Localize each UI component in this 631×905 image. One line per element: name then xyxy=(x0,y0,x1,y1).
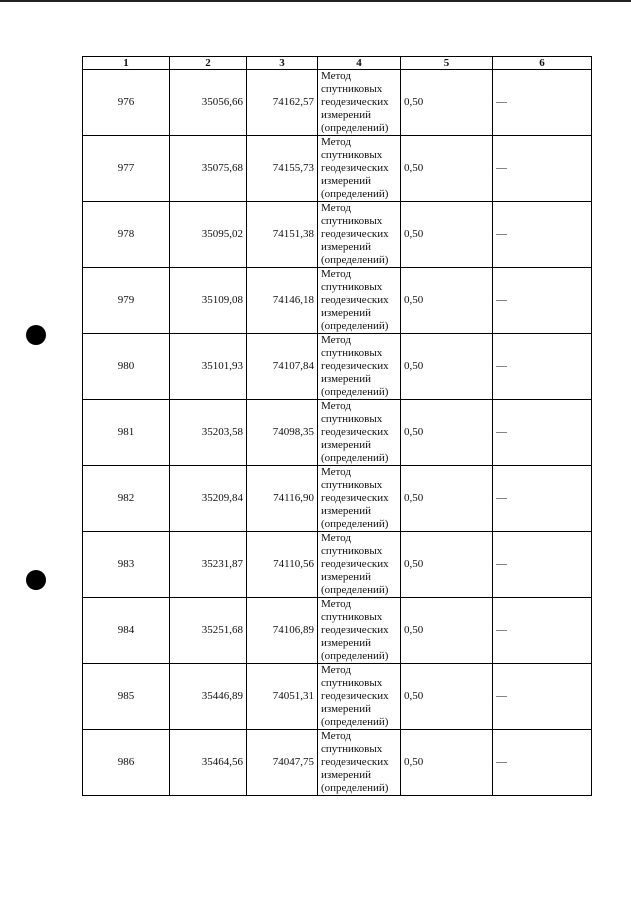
table-row xyxy=(83,598,592,664)
accuracy-cell: 0,50 xyxy=(401,466,493,532)
table-row xyxy=(83,136,592,202)
header-row xyxy=(83,57,592,70)
x-coordinate-cell: 35056,66 xyxy=(170,70,247,136)
method-cell: Метод спутниковых геодезических измерений (определений) xyxy=(318,70,401,136)
description-cell: — xyxy=(493,598,592,664)
method-cell: Метод спутниковых геодезических измерений (определений) xyxy=(318,334,401,400)
description-cell: — xyxy=(493,268,592,334)
y-coordinate-cell: 74146,18 xyxy=(247,268,318,334)
x-coordinate-cell: 35095,02 xyxy=(170,202,247,268)
column-header-4: 4 xyxy=(318,57,401,70)
y-coordinate-cell: 74106,89 xyxy=(247,598,318,664)
y-coordinate-cell: 74110,56 xyxy=(247,532,318,598)
x-coordinate-cell: 35446,89 xyxy=(170,664,247,730)
description-cell: — xyxy=(493,730,592,796)
description-cell: — xyxy=(493,532,592,598)
column-header-5: 5 xyxy=(401,57,493,70)
point-number-cell: 986 xyxy=(83,730,170,796)
method-cell: Метод спутниковых геодезических измерений (определений) xyxy=(318,598,401,664)
point-number-cell: 976 xyxy=(83,70,170,136)
x-coordinate-cell: 35075,68 xyxy=(170,136,247,202)
accuracy-cell: 0,50 xyxy=(401,400,493,466)
table-row xyxy=(83,268,592,334)
table-body xyxy=(83,70,592,796)
column-header-2: 2 xyxy=(170,57,247,70)
y-coordinate-cell: 74162,57 xyxy=(247,70,318,136)
x-coordinate-cell: 35464,56 xyxy=(170,730,247,796)
column-header-1: 1 xyxy=(83,57,170,70)
method-cell: Метод спутниковых геодезических измерений (определений) xyxy=(318,730,401,796)
y-coordinate-cell: 74107,84 xyxy=(247,334,318,400)
method-cell: Метод спутниковых геодезических измерений (определений) xyxy=(318,400,401,466)
x-coordinate-cell: 35109,08 xyxy=(170,268,247,334)
table-row xyxy=(83,664,592,730)
table-header xyxy=(83,57,592,70)
table-row xyxy=(83,532,592,598)
accuracy-cell: 0,50 xyxy=(401,532,493,598)
punch-hole-mark xyxy=(26,325,46,345)
point-number-cell: 977 xyxy=(83,136,170,202)
page-top-rule xyxy=(0,0,631,2)
y-coordinate-cell: 74155,73 xyxy=(247,136,318,202)
table-row xyxy=(83,466,592,532)
point-number-cell: 985 xyxy=(83,664,170,730)
point-number-cell: 981 xyxy=(83,400,170,466)
x-coordinate-cell: 35231,87 xyxy=(170,532,247,598)
coordinates-table xyxy=(82,56,592,796)
table-row xyxy=(83,730,592,796)
x-coordinate-cell: 35251,68 xyxy=(170,598,247,664)
point-number-cell: 978 xyxy=(83,202,170,268)
table-row xyxy=(83,70,592,136)
description-cell: — xyxy=(493,202,592,268)
table-row xyxy=(83,202,592,268)
punch-hole-mark xyxy=(26,570,46,590)
method-cell: Метод спутниковых геодезических измерений (определений) xyxy=(318,532,401,598)
point-number-cell: 983 xyxy=(83,532,170,598)
y-coordinate-cell: 74051,31 xyxy=(247,664,318,730)
point-number-cell: 979 xyxy=(83,268,170,334)
accuracy-cell: 0,50 xyxy=(401,334,493,400)
column-header-6: 6 xyxy=(493,57,592,70)
table-row xyxy=(83,334,592,400)
method-cell: Метод спутниковых геодезических измерений (определений) xyxy=(318,202,401,268)
column-header-3: 3 xyxy=(247,57,318,70)
accuracy-cell: 0,50 xyxy=(401,598,493,664)
method-cell: Метод спутниковых геодезических измерений (определений) xyxy=(318,136,401,202)
description-cell: — xyxy=(493,334,592,400)
method-cell: Метод спутниковых геодезических измерений (определений) xyxy=(318,664,401,730)
description-cell: — xyxy=(493,70,592,136)
table-row xyxy=(83,400,592,466)
accuracy-cell: 0,50 xyxy=(401,70,493,136)
point-number-cell: 982 xyxy=(83,466,170,532)
accuracy-cell: 0,50 xyxy=(401,268,493,334)
method-cell: Метод спутниковых геодезических измерений (определений) xyxy=(318,268,401,334)
point-number-cell: 980 xyxy=(83,334,170,400)
y-coordinate-cell: 74047,75 xyxy=(247,730,318,796)
point-number-cell: 984 xyxy=(83,598,170,664)
y-coordinate-cell: 74098,35 xyxy=(247,400,318,466)
description-cell: — xyxy=(493,664,592,730)
accuracy-cell: 0,50 xyxy=(401,136,493,202)
description-cell: — xyxy=(493,136,592,202)
y-coordinate-cell: 74116,90 xyxy=(247,466,318,532)
accuracy-cell: 0,50 xyxy=(401,202,493,268)
x-coordinate-cell: 35209,84 xyxy=(170,466,247,532)
description-cell: — xyxy=(493,400,592,466)
x-coordinate-cell: 35101,93 xyxy=(170,334,247,400)
accuracy-cell: 0,50 xyxy=(401,730,493,796)
y-coordinate-cell: 74151,38 xyxy=(247,202,318,268)
description-cell: — xyxy=(493,466,592,532)
x-coordinate-cell: 35203,58 xyxy=(170,400,247,466)
method-cell: Метод спутниковых геодезических измерений (определений) xyxy=(318,466,401,532)
accuracy-cell: 0,50 xyxy=(401,664,493,730)
